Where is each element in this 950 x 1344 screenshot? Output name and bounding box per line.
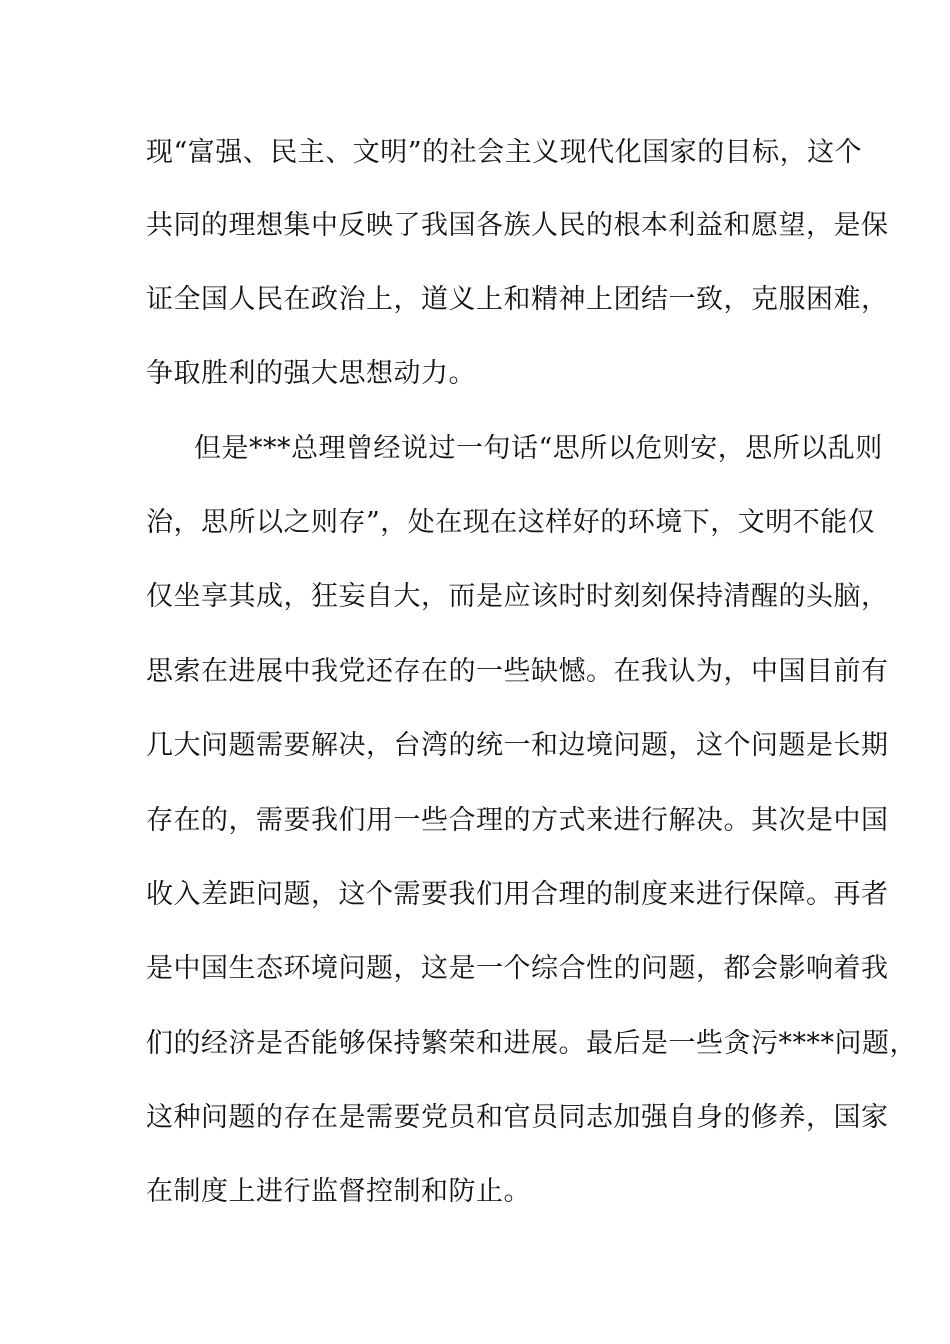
text-line: 现“富强、民主、文明”的社会主义现代化国家的目标，这个 (146, 137, 863, 168)
text-line: 这种问题的存在是需要党员和官员同志加强自身的修养，国家 (146, 1102, 889, 1133)
text-line: 们的经济是否能够保持繁荣和进展。最后是一些贪污****问题， (146, 1028, 917, 1059)
text-line: 收入差距问题，这个需要我们用合理的制度来进行保障。再者 (146, 879, 889, 910)
text-line: 共同的理想集中反映了我国各族人民的根本利益和愿望，是保 (146, 210, 889, 241)
text-line: 是中国生态环境问题，这是一个综合性的问题，都会影响着我 (146, 953, 889, 984)
text-line: 存在的，需要我们用一些合理的方式来进行解决。其次是中国 (146, 805, 889, 836)
text-line: 争取胜利的强大思想动力。 (146, 358, 476, 389)
paragraph-first-line: 但是***总理曾经说过一句话“思所以危则安，思所以乱则 (194, 433, 883, 464)
text-line: 治，思所以之则存”，处在现在这样好的环境下，文明不能仅 (146, 507, 876, 538)
text-line: 证全国人民在政治上，道义上和精神上团结一致，克服困难， (146, 284, 889, 315)
text-line: 几大问题需要解决，台湾的统一和边境问题，这个问题是长期 (146, 730, 889, 761)
text-line: 仅坐享其成，狂妄自大，而是应该时时刻刻保持清醒的头脑， (146, 581, 889, 612)
text-line: 思索在进展中我党还存在的一些缺憾。在我认为，中国目前有 (146, 656, 889, 687)
text-line: 在制度上进行监督控制和防止。 (146, 1176, 531, 1207)
